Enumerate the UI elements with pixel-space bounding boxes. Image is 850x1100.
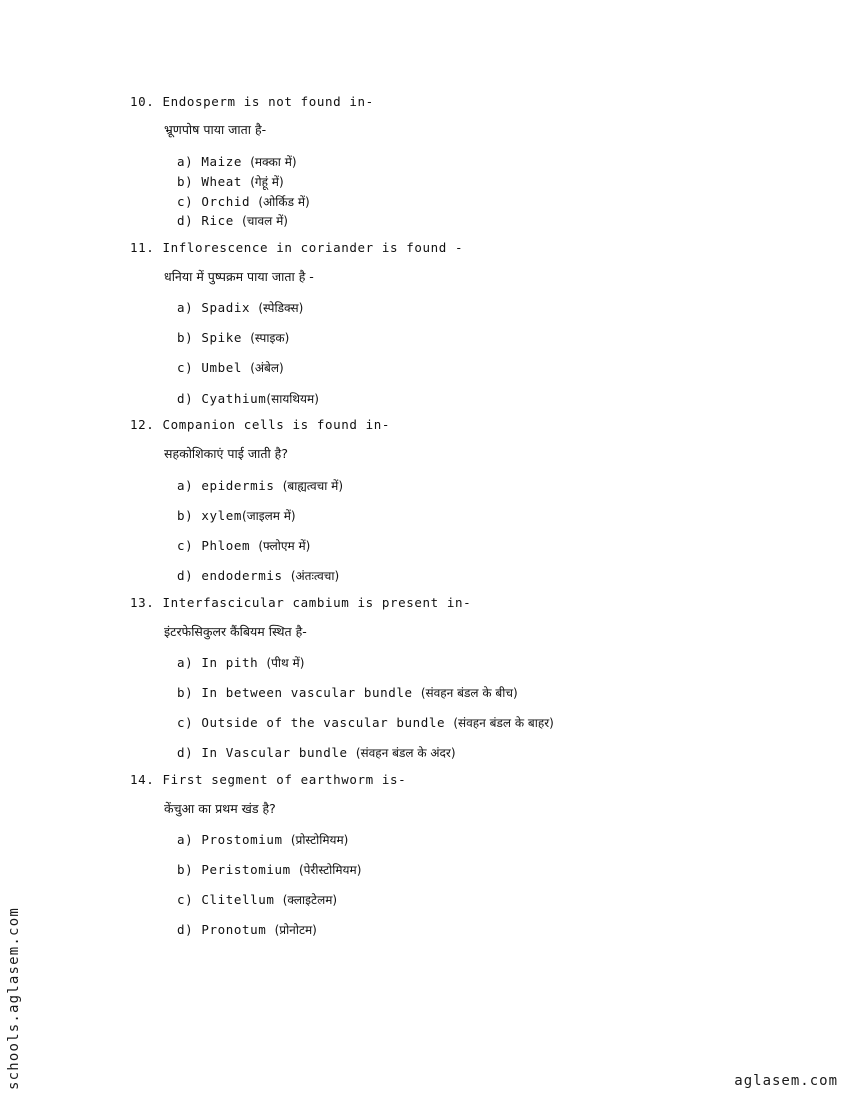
question-text-hi: सहकोशिकाएं पाई जाती है?: [164, 446, 288, 461]
option-14c: c) Clitellum (क्लाइटेलम): [177, 892, 338, 907]
option-10d: d) Rice (चावल में): [177, 213, 288, 228]
question-12: [130, 417, 730, 433]
question-10-hindi: [130, 122, 730, 138]
option-12d: d) endodermis (अंतःत्वचा): [177, 568, 340, 583]
option-14a: a) Prostomium (प्रोस्टोमियम): [177, 832, 349, 847]
option-11c: c) Umbel (अंबेल): [177, 360, 284, 375]
question-14: [130, 772, 730, 788]
question-text-hi: धनिया में पुष्पक्रम पाया जाता है -: [164, 269, 314, 284]
option-12b: b) xylem(जाइलम में): [177, 508, 296, 523]
question-text-hi: केंचुआ का प्रथम खंड है?: [164, 801, 276, 816]
question-text-en: 14. First segment of earthworm is-: [130, 772, 407, 787]
option-11b: b) Spike (स्पाइक): [177, 330, 290, 345]
question-12-hindi: [130, 446, 730, 462]
question-13: [130, 595, 730, 611]
side-watermark: schools.aglasem.com: [6, 907, 22, 1090]
option-13b: b) In between vascular bundle (संवहन बंडल के बीच): [177, 685, 518, 700]
question-14-hindi: [130, 801, 730, 817]
question-text-en: 11. Inflorescence in coriander is found -: [130, 240, 464, 255]
question-text-hi: भ्रूणपोष पाया जाता है-: [164, 122, 267, 137]
option-13d: d) In Vascular bundle (संवहन बंडल के अंदर): [177, 745, 456, 760]
option-11a: a) Spadix (स्पेडिक्स): [177, 300, 304, 315]
option-11d: d) Cyathium(सायथियम): [177, 391, 319, 406]
question-11: [130, 240, 730, 256]
option-10b: b) Wheat (गेहूं में): [177, 174, 284, 189]
question-text-en: 10. Endosperm is not found in-: [130, 94, 374, 109]
option-12a: a) epidermis (बाह्यत्वचा में): [177, 478, 344, 493]
question-text-en: 12. Companion cells is found in-: [130, 417, 391, 432]
option-10a: a) Maize (मक्का में): [177, 154, 297, 169]
option-13a: a) In pith (पीथ में): [177, 655, 305, 670]
footer-watermark: aglasem.com: [734, 1073, 838, 1089]
question-11-hindi: [130, 269, 730, 285]
option-10c: c) Orchid (ओर्किड में): [177, 194, 310, 209]
question-13-hindi: [130, 624, 730, 640]
option-14b: b) Peristomium (पेरीस्टोमियम): [177, 862, 362, 877]
option-12c: c) Phloem (फ्लोएम में): [177, 538, 311, 553]
question-10: [130, 94, 730, 110]
option-13c: c) Outside of the vascular bundle (संवहन बंडल के बाहर): [177, 715, 554, 730]
question-text-hi: इंटरफेसिकुलर कैंबियम स्थित है-: [164, 624, 307, 639]
option-14d: d) Pronotum (प्रोनोटम): [177, 922, 317, 937]
question-text-en: 13. Interfascicular cambium is present in-: [130, 595, 472, 610]
